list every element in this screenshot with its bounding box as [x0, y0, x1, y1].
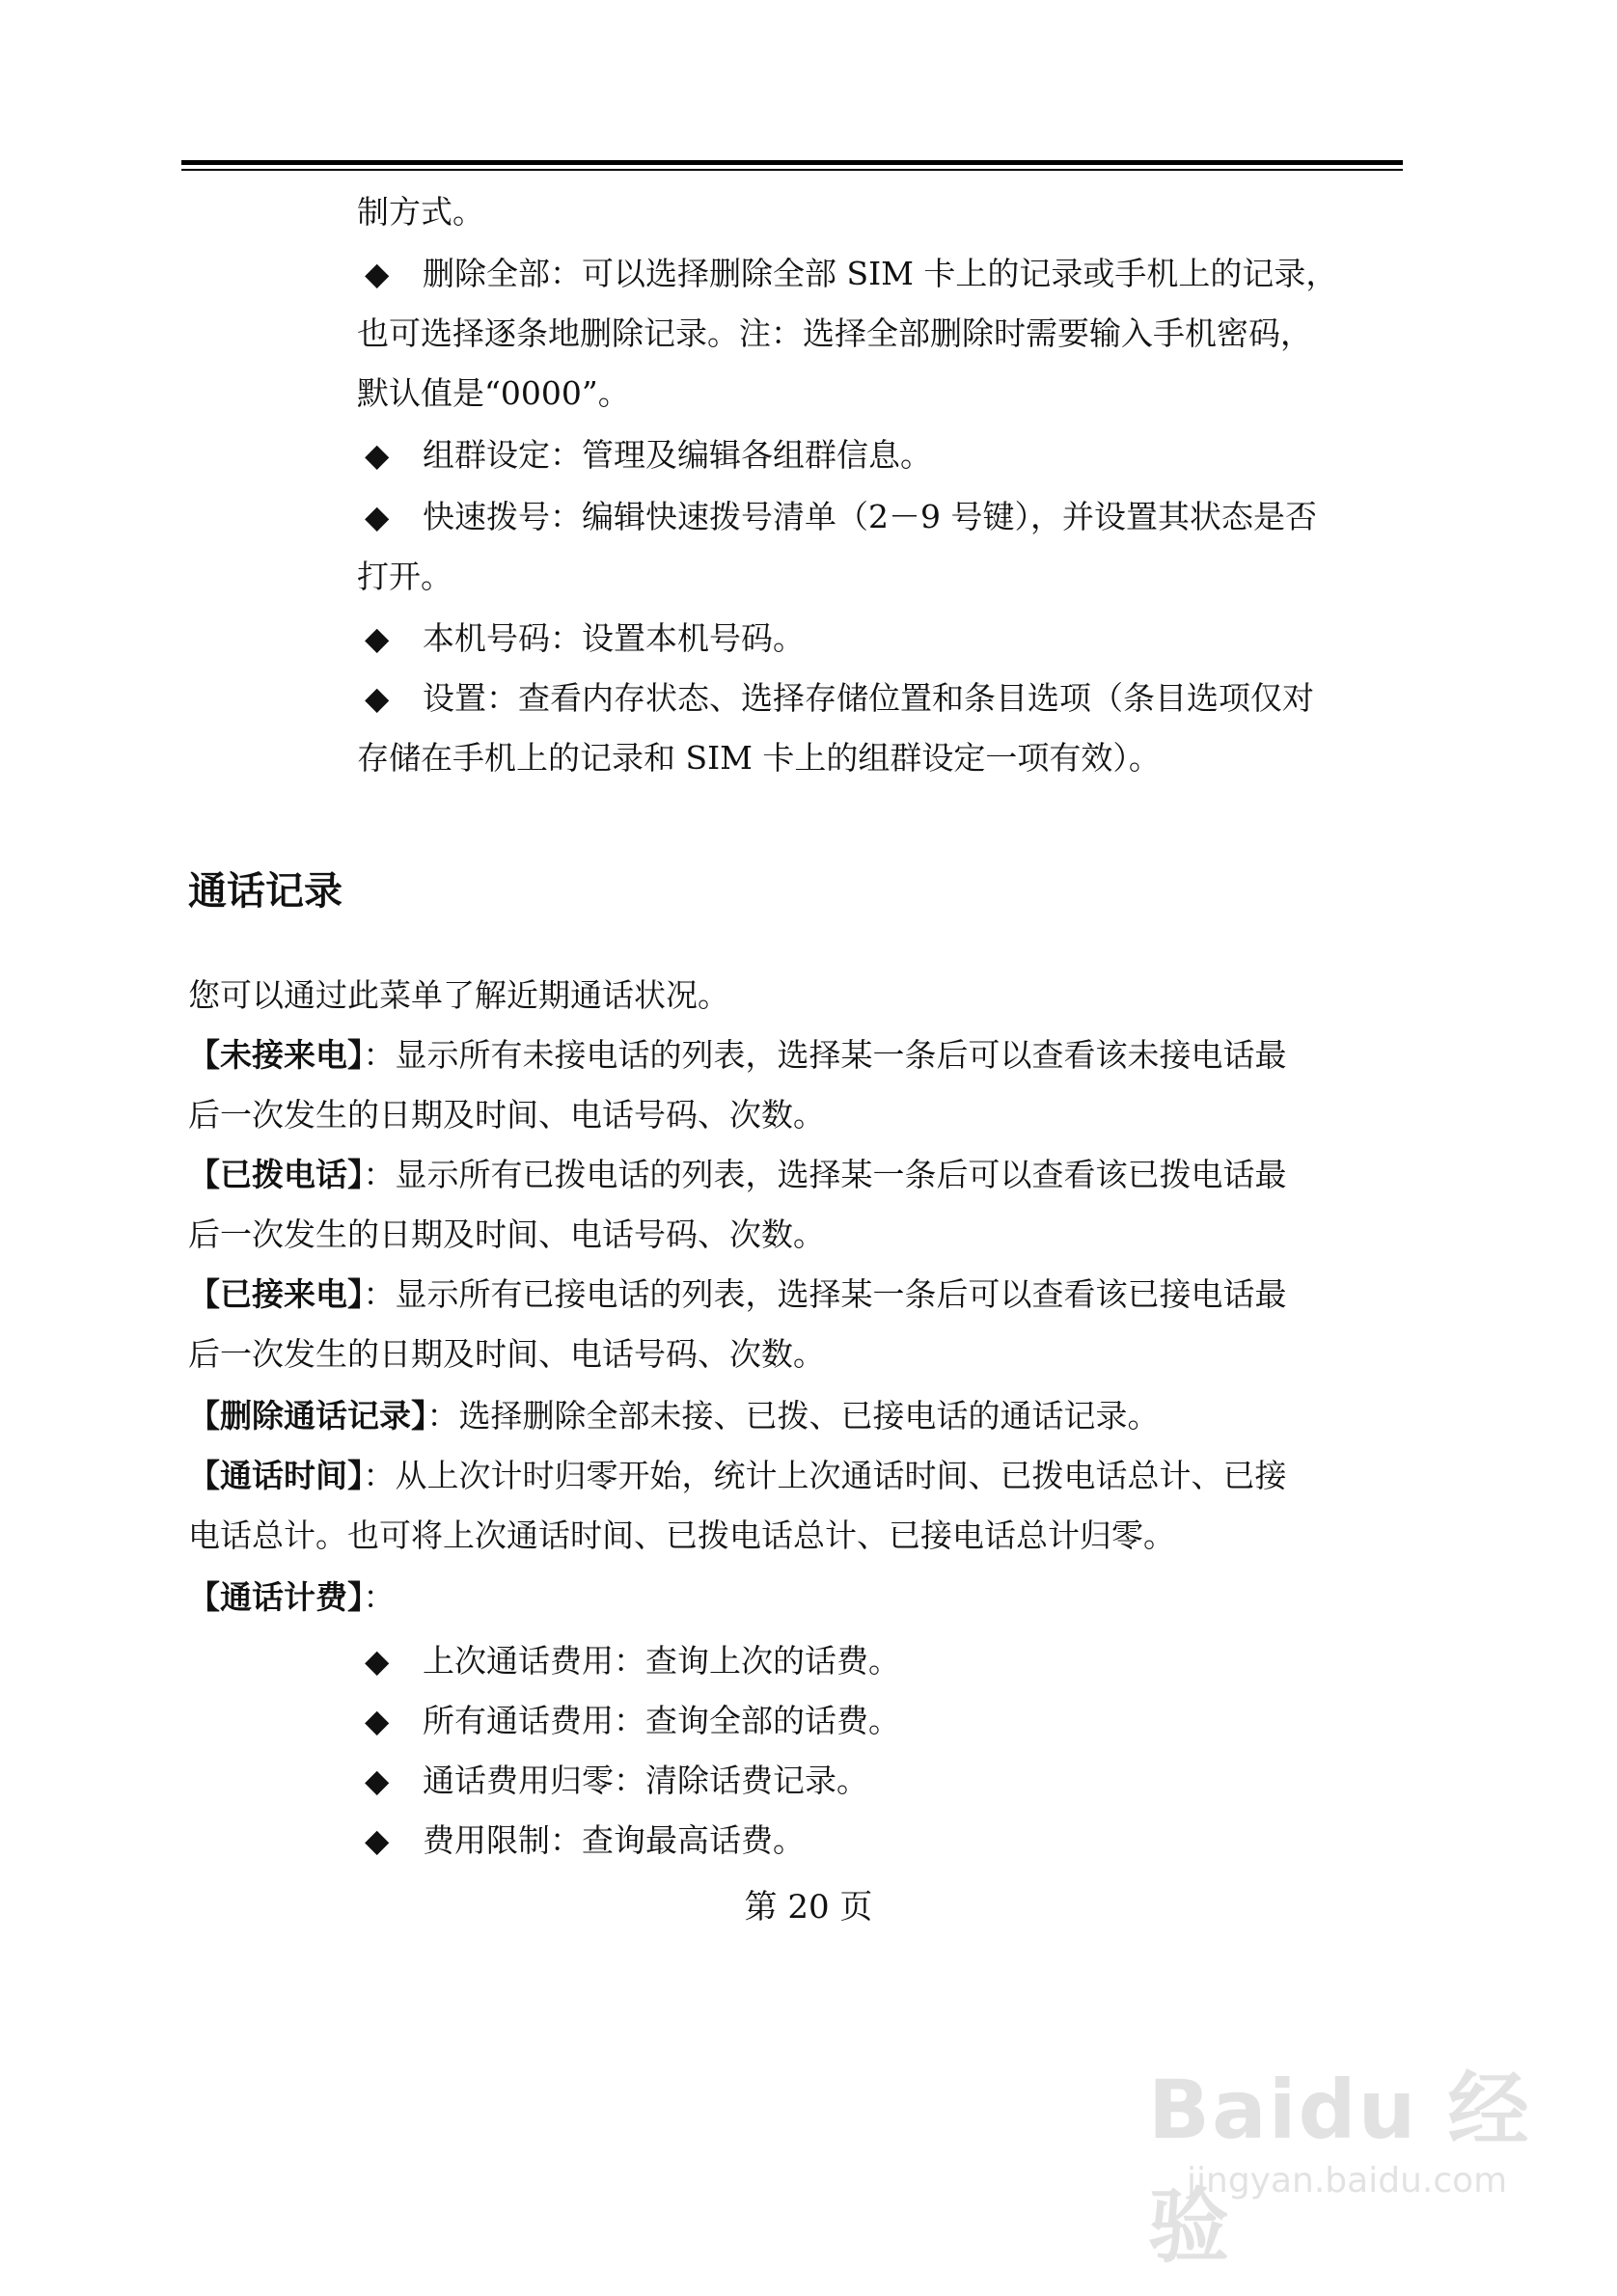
- diamond-bullet-icon: ◆: [365, 1821, 390, 1859]
- diamond-bullet-icon: ◆: [365, 1642, 390, 1680]
- bullet-delete-all: ◆ 删除全部：可以选择删除全部 SIM 卡上的记录或手机上的记录，: [365, 253, 1337, 295]
- bullet-settings-cont: 存储在手机上的记录和 SIM 卡上的组群设定一项有效）。: [357, 739, 1161, 777]
- entry-call-time: 【通话时间】：从上次计时归零开始，统计上次通话时间、已拨电话总计、已接: [188, 1457, 1287, 1494]
- entry-delete-log: 【删除通话记录】：选择删除全部未接、已拨、已接电话的通话记录。: [188, 1397, 1160, 1435]
- entry-received-calls: 【已接来电】：显示所有已接电话的列表，选择某一条后可以查看该已接电话最: [188, 1275, 1287, 1313]
- bullet-delete-all-cont2: 默认值是“0000”。: [357, 374, 630, 412]
- watermark-url: jingyan.baidu.com: [1187, 2161, 1508, 2200]
- bullet-settings: ◆ 设置：查看内存状态、选择存储位置和条目选项（条目选项仅对: [365, 677, 1314, 720]
- diamond-bullet-icon: ◆: [365, 679, 390, 717]
- intro-text: 您可以通过此菜单了解近期通话状况。: [188, 976, 729, 1014]
- diamond-bullet-icon: ◆: [365, 436, 390, 474]
- bullet-group-settings: ◆ 组群设定：管理及编辑各组群信息。: [365, 434, 932, 477]
- bullet-own-number: ◆ 本机号码：设置本机号码。: [365, 617, 805, 660]
- entry-missed-calls: 【未接来电】：显示所有未接电话的列表，选择某一条后可以查看该未接电话最: [188, 1036, 1287, 1074]
- baidu-watermark: [1148, 2045, 1553, 2274]
- diamond-bullet-icon: ◆: [365, 1702, 390, 1739]
- entry-call-time-cont: 电话总计。也可将上次通话时间、已拨电话总计、已接电话总计归零。: [188, 1517, 1175, 1554]
- page-number: 第 20 页: [744, 1888, 873, 1927]
- billing-bullet-all: ◆ 所有通话费用：查询全部的话费。: [365, 1700, 900, 1742]
- entry-dialed-calls: 【已拨电话】：显示所有已拨电话的列表，选择某一条后可以查看该已拨电话最: [188, 1156, 1287, 1193]
- billing-bullet-limit: ◆ 费用限制：查询最高话费。: [365, 1819, 805, 1862]
- section-title: 通话记录: [188, 869, 343, 914]
- baidu-logo: Baidu 经验: [1148, 2063, 1531, 2274]
- billing-bullet-last: ◆ 上次通话费用：查询上次的话费。: [365, 1640, 900, 1682]
- entry-received-calls-cont: 后一次发生的日期及时间、电话号码、次数。: [188, 1335, 825, 1373]
- bullet-speed-dial: ◆ 快速拨号：编辑快速拨号清单（2－9 号键），并设置其状态是否: [365, 496, 1317, 538]
- entry-dialed-calls-cont: 后一次发生的日期及时间、电话号码、次数。: [188, 1216, 825, 1253]
- diamond-bullet-icon: ◆: [365, 619, 390, 657]
- diamond-bullet-icon: ◆: [365, 498, 390, 535]
- header-rule-thin: [181, 169, 1403, 171]
- continuation-text: 制方式。: [357, 193, 484, 231]
- diamond-bullet-icon: ◆: [365, 255, 390, 292]
- entry-call-billing: 【通话计费】：: [188, 1578, 396, 1616]
- diamond-bullet-icon: ◆: [365, 1762, 390, 1799]
- header-rule: [181, 160, 1403, 165]
- entry-missed-calls-cont: 后一次发生的日期及时间、电话号码、次数。: [188, 1096, 825, 1134]
- billing-bullet-reset: ◆ 通话费用归零：清除话费记录。: [365, 1760, 868, 1802]
- bullet-speed-dial-cont: 打开。: [357, 558, 452, 595]
- bullet-delete-all-cont: 也可选择逐条地删除记录。注：选择全部删除时需要输入手机密码，: [357, 314, 1312, 352]
